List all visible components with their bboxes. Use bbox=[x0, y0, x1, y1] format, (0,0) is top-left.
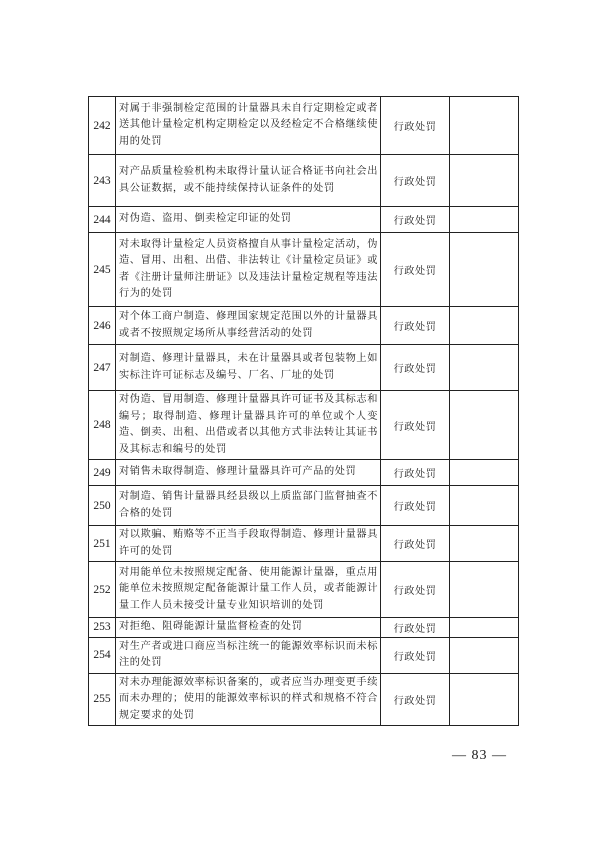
table-row bbox=[89, 97, 519, 155]
item-category: 行政处罚 bbox=[381, 155, 450, 207]
item-category: 行政处罚 bbox=[381, 562, 450, 618]
item-description: 对产品质量检验机构未取得计量认证合格证书向社会出具公证数据，或不能持续保持认证条件的处罚 bbox=[116, 155, 381, 207]
table-row bbox=[89, 562, 519, 618]
item-description: 对销售未取得制造、修理计量器具许可产品的处罚 bbox=[116, 460, 381, 486]
item-category: 行政处罚 bbox=[381, 345, 450, 391]
item-category: 行政处罚 bbox=[381, 207, 450, 233]
item-number: 253 bbox=[89, 618, 116, 638]
item-category: 行政处罚 bbox=[381, 637, 450, 673]
item-remark bbox=[450, 486, 519, 526]
item-remark bbox=[450, 97, 519, 155]
item-remark bbox=[450, 391, 519, 460]
item-remark bbox=[450, 345, 519, 391]
item-category: 行政处罚 bbox=[381, 673, 450, 726]
item-number: 254 bbox=[89, 637, 116, 673]
item-number: 255 bbox=[89, 673, 116, 726]
item-category: 行政处罚 bbox=[381, 486, 450, 526]
item-remark bbox=[450, 207, 519, 233]
table-body bbox=[89, 97, 519, 726]
item-description: 对伪造、盗用、倒卖检定印证的处罚 bbox=[116, 207, 381, 233]
item-category: 行政处罚 bbox=[381, 460, 450, 486]
item-description: 对属于非强制检定范围的计量器具未自行定期检定或者送其他计量检定机构定期检定以及经检定不合格继续使用的处罚 bbox=[116, 97, 381, 155]
item-number: 245 bbox=[89, 233, 116, 307]
penalty-items-table bbox=[88, 96, 519, 726]
item-category: 行政处罚 bbox=[381, 618, 450, 638]
table-row bbox=[89, 637, 519, 673]
item-description: 对以欺骗、贿赂等不正当手段取得制造、修理计量器具许可的处罚 bbox=[116, 526, 381, 562]
item-number: 243 bbox=[89, 155, 116, 207]
item-description: 对未取得计量检定人员资格擅自从事计量检定活动，伪造、冒用、出租、出借、非法转让《计量检定员证》或者《注册计量师注册证》以及违法计量检定规程等违法行为的处罚 bbox=[116, 233, 381, 307]
item-number: 251 bbox=[89, 526, 116, 562]
item-category: 行政处罚 bbox=[381, 233, 450, 307]
item-number: 252 bbox=[89, 562, 116, 618]
table-row bbox=[89, 526, 519, 562]
item-description: 对生产者或进口商应当标注统一的能源效率标识而未标注的处罚 bbox=[116, 637, 381, 673]
item-category: 行政处罚 bbox=[381, 307, 450, 345]
item-remark bbox=[450, 307, 519, 345]
item-description: 对拒绝、阻碍能源计量监督检查的处罚 bbox=[116, 618, 381, 638]
item-remark bbox=[450, 562, 519, 618]
table-row bbox=[89, 486, 519, 526]
item-number: 242 bbox=[89, 97, 116, 155]
table-row bbox=[89, 155, 519, 207]
item-number: 249 bbox=[89, 460, 116, 486]
table-row bbox=[89, 460, 519, 486]
table-row bbox=[89, 391, 519, 460]
item-description: 对个体工商户制造、修理国家规定范围以外的计量器具或者不按照规定场所从事经营活动的处罚 bbox=[116, 307, 381, 345]
item-remark bbox=[450, 673, 519, 726]
table-row bbox=[89, 207, 519, 233]
item-description: 对伪造、冒用制造、修理计量器具许可证书及其标志和编号；取得制造、修理计量器具许可的单位或个人变造、倒卖、出租、出借或者以其他方式非法转让其证书及其标志和编号的处罚 bbox=[116, 391, 381, 460]
item-remark bbox=[450, 155, 519, 207]
page-number: — 83 — bbox=[452, 748, 507, 763]
table-row bbox=[89, 673, 519, 726]
item-number: 248 bbox=[89, 391, 116, 460]
item-description: 对用能单位未按照规定配备、使用能源计量器，重点用能单位未按照规定配备能源计量工作人员，或者能源计量工作人员未接受计量专业知识培训的处罚 bbox=[116, 562, 381, 618]
item-description: 对制造、修理计量器具，未在计量器具或者包装物上如实标注许可证标志及编号、厂名、厂址的处罚 bbox=[116, 345, 381, 391]
table-row bbox=[89, 233, 519, 307]
item-remark bbox=[450, 618, 519, 638]
item-remark bbox=[450, 233, 519, 307]
item-number: 246 bbox=[89, 307, 116, 345]
item-remark bbox=[450, 637, 519, 673]
item-category: 行政处罚 bbox=[381, 391, 450, 460]
table-row bbox=[89, 618, 519, 638]
item-number: 250 bbox=[89, 486, 116, 526]
item-remark bbox=[450, 526, 519, 562]
item-number: 247 bbox=[89, 345, 116, 391]
item-category: 行政处罚 bbox=[381, 97, 450, 155]
item-description: 对制造、销售计量器具经县级以上质监部门监督抽查不合格的处罚 bbox=[116, 486, 381, 526]
item-description: 对未办理能源效率标识备案的，或者应当办理变更手续而未办理的；使用的能源效率标识的样式和规格不符合规定要求的处罚 bbox=[116, 673, 381, 726]
table-row bbox=[89, 345, 519, 391]
item-remark bbox=[450, 460, 519, 486]
item-category: 行政处罚 bbox=[381, 526, 450, 562]
item-number: 244 bbox=[89, 207, 116, 233]
table-row bbox=[89, 307, 519, 345]
